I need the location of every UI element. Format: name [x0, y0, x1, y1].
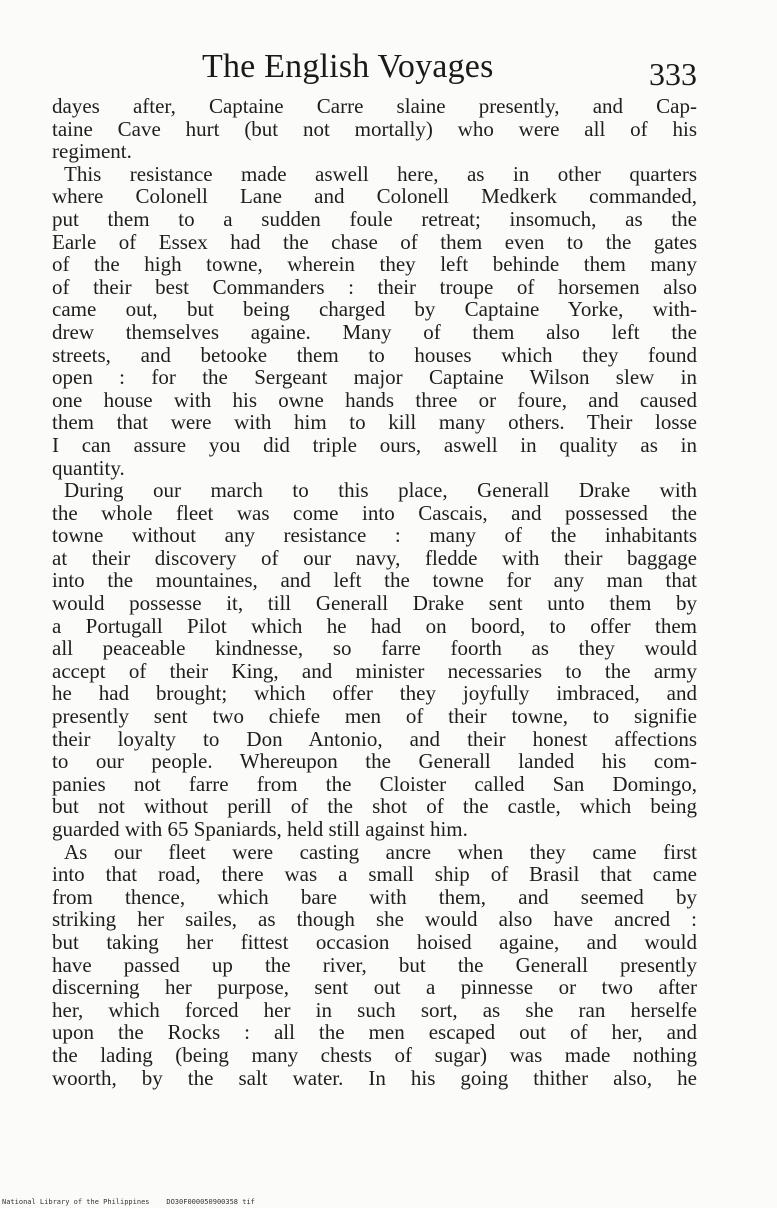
scan-footer: [2, 1198, 255, 1206]
file-id: DO30F000050900358 tif: [166, 1198, 255, 1206]
text-line: into the mountaines, and left the towne for any man that: [52, 568, 697, 593]
text-line: of the high towne, wherein they left behinde them many: [52, 252, 697, 277]
text-line: from thence, which bare with them, and seemed by: [52, 884, 697, 909]
text-line: upon the Rocks : all the men escaped out of her, and: [52, 1020, 697, 1045]
text-line: their loyalty to Don Antonio, and their honest affections: [52, 726, 697, 751]
text-line: of their best Commanders : their troupe of horsemen also: [52, 274, 697, 299]
text-line: discerning her purpose, sent out a pinnesse or two after: [52, 975, 697, 1000]
library-name: National Library of the Philippines: [2, 1198, 150, 1206]
text-line: the lading (being many chests of sugar) was made nothing: [52, 1042, 697, 1067]
text-line: presently sent two chiefe men of their towne, to signifie: [52, 704, 697, 729]
text-line: into that road, there was a small ship of Brasil that came: [52, 862, 697, 887]
text-line: at their discovery of our navy, fledde with their baggage: [52, 545, 697, 570]
paragraph: [52, 841, 697, 1090]
text-line: put them to a sudden foule retreat; insomuch, as the: [52, 206, 697, 231]
text-line: striking her sailes, as though she would also have ancred :: [52, 907, 697, 932]
text-line: drew themselves againe. Many of them also left the: [52, 319, 697, 344]
text-line: During our march to this place, Generall Drake with: [64, 478, 697, 503]
text-line: the whole fleet was come into Cascais, and possessed the: [52, 500, 697, 525]
text-line: woorth, by the salt water. In his going thither also, he: [52, 1065, 697, 1090]
text-line: where Colonell Lane and Colonell Medkerk commanded,: [52, 184, 697, 209]
text-line: taine Cave hurt (but not mortally) who were all of his: [52, 116, 697, 141]
text-line: would possesse it, till Generall Drake sent unto them by: [52, 591, 697, 616]
text-line: them that were with him to kill many others. Their losse: [52, 410, 697, 435]
page-number: 333: [649, 56, 697, 92]
text-line: towne without any resistance : many of the inhabitants: [52, 523, 697, 548]
text-line: but not without perill of the shot of the castle, which being: [52, 794, 697, 819]
running-head: [52, 44, 697, 92]
text-line: streets, and betooke them to houses which they found: [52, 342, 697, 367]
text-line: have passed up the river, but the Generall presently: [52, 952, 697, 977]
body-text: [52, 95, 697, 1089]
text-line: This resistance made aswell here, as in other quarters: [64, 161, 697, 186]
text-line: but taking her fittest occasion hoised againe, and would: [52, 929, 697, 954]
text-line: a Portugall Pilot which he had on boord, to offer them: [52, 613, 697, 638]
text-line: panies not farre from the Cloister called San Domingo,: [52, 771, 697, 796]
text-line: guarded with 65 Spaniards, held still against him.: [52, 817, 468, 841]
text-line: came out, but being charged by Captaine Yorke, with-: [52, 297, 697, 322]
text-line: to our people. Whereupon the Generall landed his com-: [52, 749, 697, 774]
paragraph: [52, 479, 697, 841]
text-line: all peaceable kindnesse, so farre foorth as they would: [52, 636, 697, 661]
text-line: quantity.: [52, 455, 125, 480]
paragraph: [52, 163, 697, 479]
text-line: her, which forced her in such sort, as she ran herselfe: [52, 997, 697, 1022]
text-line: accept of their King, and minister necessaries to the army: [52, 658, 697, 683]
page-title: The English Voyages: [202, 48, 494, 85]
text-line: As our fleet were casting ancre when they came first: [64, 839, 697, 864]
text-line: I can assure you did triple ours, aswell in quality as in: [52, 432, 697, 457]
text-line: dayes after, Captaine Carre slaine presently, and Cap-: [52, 94, 697, 118]
paragraph: [52, 95, 697, 163]
text-line: Earle of Essex had the chase of them even to the gates: [52, 229, 697, 254]
text-line: one house with his owne hands three or foure, and caused: [52, 387, 697, 412]
text-line: he had brought; which offer they joyfully imbraced, and: [52, 681, 697, 706]
text-line: open : for the Sergeant major Captaine Wilson slew in: [52, 365, 697, 390]
text-line: regiment.: [52, 139, 132, 164]
